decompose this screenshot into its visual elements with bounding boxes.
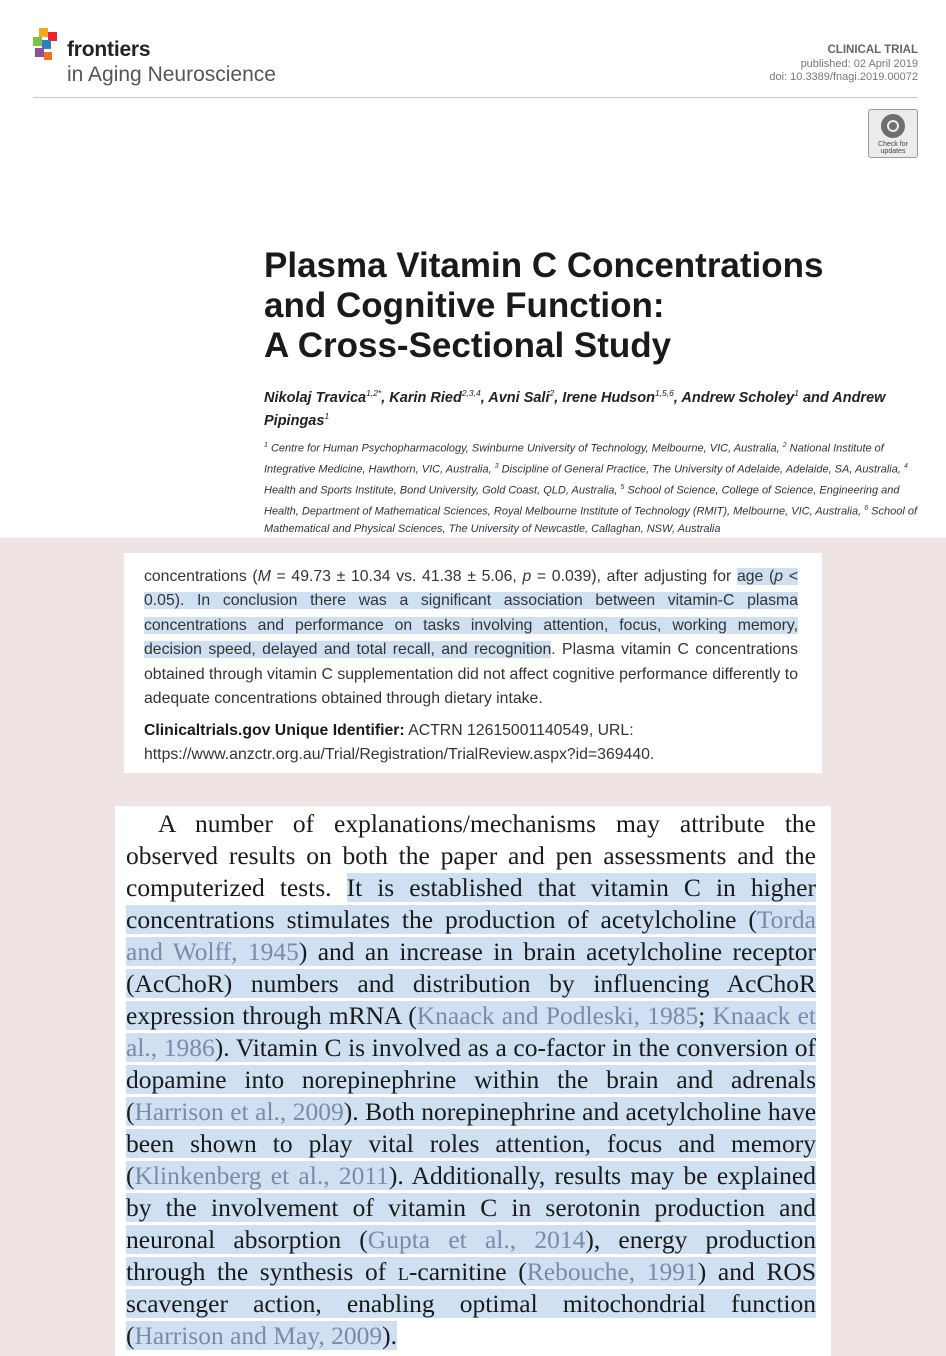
citation-link[interactable]: Gupta et al., 2014 — [367, 1225, 586, 1254]
affiliation-text: Health and Sports Institute, Bond University, Gold Coast, QLD, Australia, — [264, 484, 621, 497]
frontiers-cube-icon — [33, 28, 63, 64]
body-segment: ) and ROS scavenger action, enabling optimal mitochondrial function ( — [126, 1257, 817, 1350]
title-line: Plasma Vitamin C Concentrations — [264, 246, 824, 285]
affiliation-text: Discipline of General Practice, The University of Adelaide, Adelaide, SA, Australia, — [498, 463, 904, 476]
affiliation-number: 5 — [620, 484, 625, 492]
body-segment: It is established that vitamin C in higher concentrations stimulates the production of acetylcholine ( — [126, 873, 816, 934]
abstract-variable: M — [257, 568, 271, 585]
citation-link[interactable]: Klinkenberg et al., 2011 — [134, 1161, 389, 1190]
citation-link[interactable]: Knaack and Podleski, 1985 — [416, 1001, 699, 1030]
article-type: CLINICAL TRIAL — [827, 44, 918, 56]
body-segment: ). Both norepinephrine and acetylcholine have been shown to play vital roles attention, focus and memory ( — [126, 1097, 817, 1190]
author-name[interactable]: Avni Sali — [488, 389, 550, 406]
author-separator: and — [798, 389, 829, 406]
affiliation-text: Centre for Human Psychopharmacology, Swinburne University of Technology, Melbourne, VIC, Australia, — [267, 442, 783, 455]
abstract-variable: p — [522, 568, 532, 585]
abstract-segment: < 0.05). In conclusion there was a significant association between vitamin-C plasma concentrations and performance on tasks involving attention, focus, working memory, decision speed, delayed and total recall, and recognition — [144, 568, 798, 659]
abstract-text[interactable] — [144, 565, 798, 711]
author-name[interactable]: Karin Ried — [389, 389, 462, 406]
affiliations — [264, 437, 919, 539]
affiliation-number: 1 — [264, 442, 268, 449]
article-meta — [769, 44, 918, 85]
citation-link[interactable]: Torda and Wolff, 1945 — [126, 905, 816, 966]
header-divider — [33, 97, 918, 98]
body-segment: ). — [382, 1321, 398, 1350]
affiliation-text: School of Mathematical and Physical Sciences, The University of Newcastle, Callaghan, NSW, Australia — [264, 505, 918, 536]
author-affiliation-marker: 2 — [549, 388, 555, 398]
citation-link[interactable]: Harrison and May, 2009 — [134, 1321, 383, 1350]
author-affiliation-marker: 2,3,4 — [461, 388, 481, 398]
body-segment: l — [397, 1257, 409, 1286]
body-segment: ; — [698, 1001, 713, 1030]
check-updates-icon — [881, 114, 905, 138]
affiliation-number: 3 — [494, 463, 499, 471]
author-affiliation-marker: 1,2* — [366, 388, 382, 398]
check-updates-label: Check for updates — [878, 141, 908, 155]
abstract-segment: age ( — [736, 568, 775, 585]
discussion-excerpt — [115, 806, 831, 1356]
author-separator: , — [554, 389, 563, 406]
trial-id-text[interactable]: ACTRN 12615001140549, URL: https://www.anzctr.org.au/Trial/Registration/TrialReview.aspx?id=369440. — [144, 722, 655, 764]
affiliation-number: 4 — [903, 463, 908, 471]
body-segment: ). Additionally, results may be explained by the involvement of vitamin C in serotonin production and neuronal absorption ( — [126, 1161, 816, 1254]
body-segment: ) and an increase in brain acetylcholine receptor (AcChoR) numbers and distribution by influencing AcChoR expression through mRNA ( — [126, 937, 816, 1030]
journal-name: in Aging Neuroscience — [67, 63, 276, 86]
brand-name: frontiers — [67, 38, 151, 61]
published-date: published: 02 April 2019 — [800, 57, 918, 70]
abstract-segment: . Plasma vitamin C concentrations obtained through vitamin C supplementation did not affect cognitive performance differently to adequate concentrations obtained through dietary intake. — [144, 641, 798, 708]
abstract-segment: = 0.039), after adjusting for — [531, 568, 737, 585]
article-title — [264, 246, 904, 366]
author-affiliation-marker: 1,5,6 — [654, 388, 674, 398]
citation-link[interactable]: Knaack et al., 1986 — [126, 1001, 816, 1062]
author-name[interactable]: Andrew Scholey — [681, 389, 795, 406]
author-separator: , — [381, 389, 390, 406]
author-list — [264, 384, 904, 430]
abstract-excerpt — [124, 553, 822, 773]
citation-link[interactable]: Rebouche, 1991 — [526, 1257, 698, 1286]
body-segment: -carnitine ( — [408, 1257, 527, 1286]
author-affiliation-marker: 1 — [794, 388, 799, 398]
article-header-page — [0, 0, 946, 538]
doi[interactable]: doi: 10.3389/fnagi.2019.00072 — [769, 71, 918, 83]
check-for-updates-badge[interactable] — [868, 109, 918, 158]
affiliation-number: 2 — [782, 442, 787, 449]
body-segment: ). Vitamin C is involved as a co-factor in the conversion of dopamine into norepinephrine within the brain and adrenals ( — [126, 1033, 817, 1126]
affiliation-text: School of Science, College of Science, Engineering and Health, Department of Mathematical Sciences, Royal Melbourne Institute of Technology (RMIT), Melbourne, VIC, Australia, — [264, 484, 900, 518]
author-separator: , — [673, 389, 682, 406]
author-separator: , — [480, 389, 489, 406]
abstract-variable: p — [774, 568, 784, 585]
author-affiliation-marker: 1 — [324, 410, 330, 421]
abstract-segment: = 49.73 ± 10.34 vs. 41.38 ± 5.06, — [270, 568, 523, 585]
highlighted-text[interactable] — [126, 873, 816, 1350]
author-name[interactable]: Andrew Pipingas — [264, 389, 886, 429]
trial-identifier — [144, 719, 798, 768]
trial-id-label: Clinicaltrials.gov Unique Identifier: — [144, 722, 405, 739]
abstract-segment: concentrations ( — [144, 568, 258, 585]
author-name[interactable]: Nikolaj Travica — [264, 389, 367, 406]
author-name[interactable]: Irene Hudson — [562, 389, 655, 406]
discussion-paragraph[interactable] — [126, 808, 816, 1352]
title-line: A Cross-Sectional Study — [264, 326, 672, 365]
citation-link[interactable]: Harrison et al., 2009 — [134, 1097, 344, 1126]
title-line: and Cognitive Function: — [264, 286, 665, 325]
affiliation-number: 6 — [864, 505, 869, 513]
body-segment: ), energy production through the synthesis of — [126, 1225, 817, 1286]
body-segment: A number of explanations/mechanisms may attribute the observed results on both the paper and pen assessments and the computerized tests. — [126, 809, 816, 902]
affiliation-text: National Institute of Integrative Medicine, Hawthorn, VIC, Australia, — [264, 442, 884, 476]
